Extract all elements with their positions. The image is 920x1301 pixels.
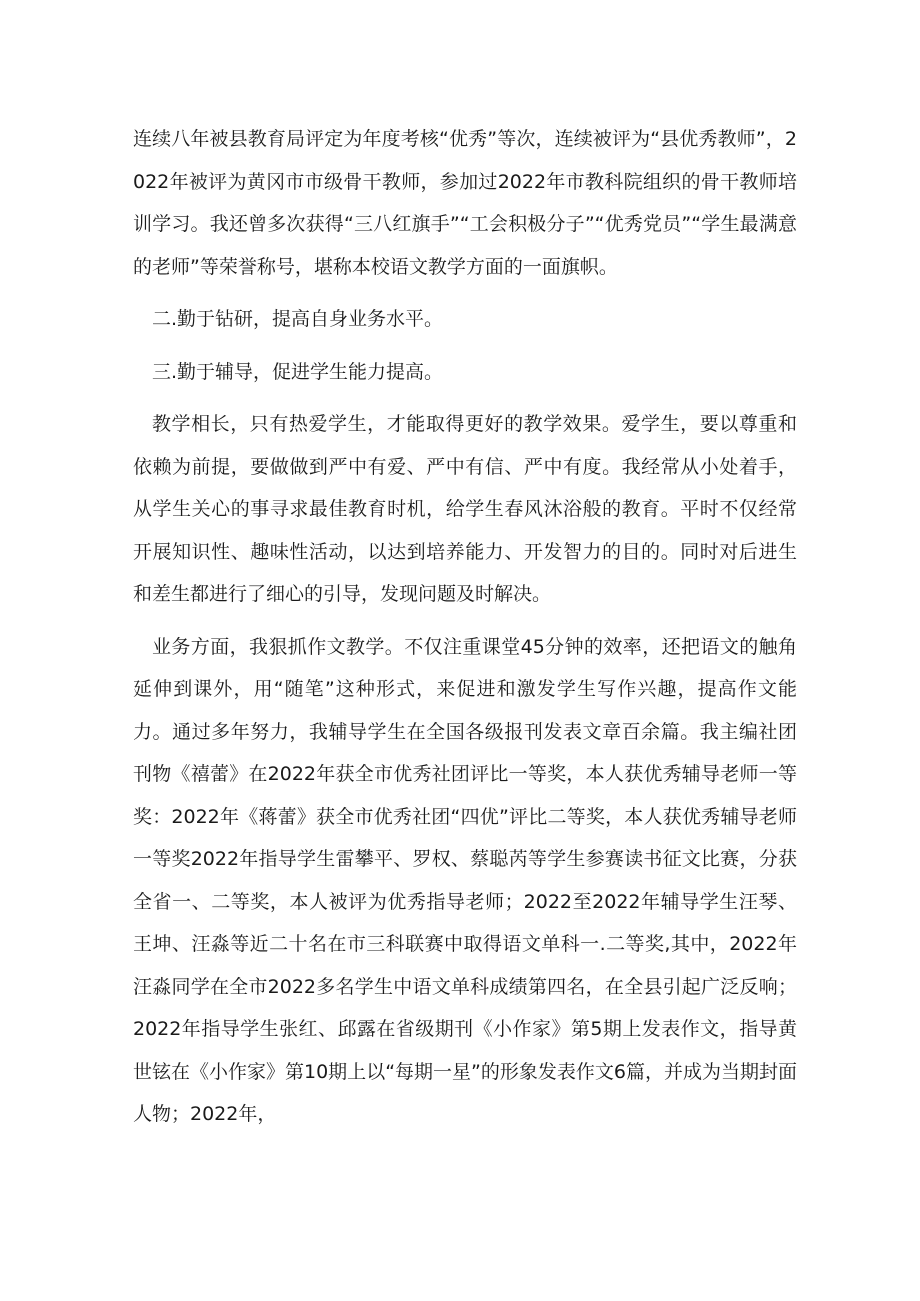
document-body xyxy=(133,118,797,1146)
paragraph-teaching-philosophy: 教学相长，只有热爱学生，才能取得更好的教学效果。爱学生，要以尊重和依赖为前提，要做做到严中有爱、严中有信、严中有度。我经常从小处着手，从学生关心的事寻求最佳教育时机，给学生春风沐浴般的教育。平时不仅经常开展知识性、趣味性活动，以达到培养能力、开发智力的目的。同时对后进生和差生都进行了细心的引导，发现问题及时解决。 xyxy=(133,413,797,605)
section-heading-research: 二.勤于钻研，提高自身业务水平。 xyxy=(152,308,444,330)
paragraph-writing-achievements: 业务方面，我狠抓作文教学。不仅注重课堂45分钟的效率，还把语文的触角延伸到课外，用“随笔”这种形式，来促进和激发学生写作兴趣，提高作文能力。通过多年努力，我辅导学生在全国各级报刊发表文章百余篇。我主编社团刊物《禧蕾》在2022年获全市优秀社团评比一等奖，本人获优秀辅导老师一等奖：2022年《蒋蕾》获全市优秀社团“四优”评比二等奖，本人获优秀辅导老师一等奖2022年指导学生雷攀平、罗权、蔡聪芮等学生参赛读书征文比赛，分获全省一、二等奖，本人被评为优秀指导老师；2022至2022年辅导学生汪琴、王坤、汪淼等近二十名在市三科联赛中取得语文单科一.二等奖,其中，2022年汪淼同学在全市2022多名学生中语文单科成绩第四名，在全县引起广泛反响；2022年指导学生张红、邱露在省级期刊《小作家》第5期上发表作文，指导黄世铉在《小作家》第10期上以“每期一星”的形象发表作文6篇，并成为当期封面人物；2022年， xyxy=(133,635,797,1125)
section-heading-tutoring: 三.勤于辅导，促进学生能力提高。 xyxy=(152,360,444,383)
paragraph-honors: 连续八年被县教育局评定为年度考核“优秀”等次，连续被评为“县优秀教师”，2022年被评为黄冈市市级骨干教师，参加过2022年市教科院组织的骨干教师培训学习。我还曾多次获得“三八红旗手”“工会积极分子”“优秀党员”“学生最满意的老师”等荣誉称号，堪称本校语文教学方面的一面旗帜。 xyxy=(133,128,797,278)
